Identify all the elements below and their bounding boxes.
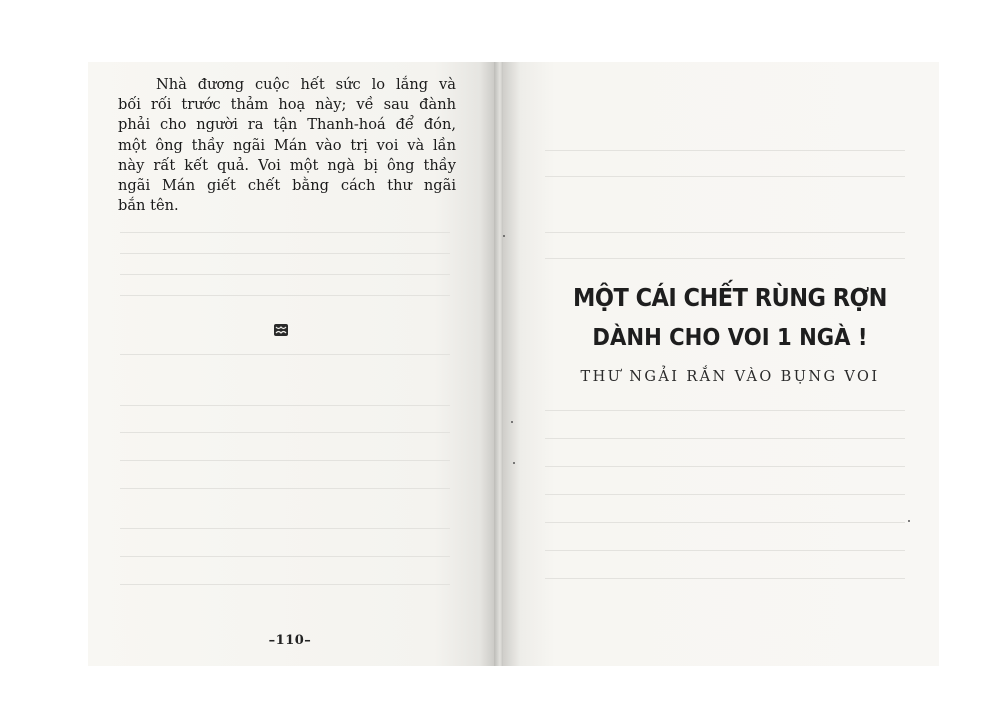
dust-speck <box>511 421 513 423</box>
chapter-title-line-1: MỘT CÁI CHẾT RÙNG RỢN <box>573 283 887 312</box>
paragraph-line: này rất kết quả. Voi một ngà bị ông thầy <box>118 156 456 174</box>
paragraph-line: phải cho người ra tận Thanh-hoá để đón, <box>118 116 456 134</box>
paragraph-line: một ông thầy ngãi Mán vào trị voi và lần <box>118 136 456 154</box>
dust-speck <box>908 520 910 522</box>
paragraph-line: Nhà đương cuộc hết sức lo lắng và <box>156 76 456 93</box>
chapter-title-line-2: DÀNH CHO VOI 1 NGÀ ! <box>592 325 868 351</box>
paragraph-line: ngãi Mán giết chết bằng cách thư ngãi <box>118 177 456 195</box>
dust-speck <box>513 462 515 464</box>
page-number: –110– <box>268 633 312 648</box>
right-page <box>503 62 939 666</box>
chapter-subtitle: THƯ NGẢI RẮN VÀO BỤNG VOI <box>580 369 880 385</box>
paragraph-line: bối rối trước thảm hoạ này; về sau đành <box>118 96 456 114</box>
paragraph <box>118 75 456 216</box>
paragraph-line: bắn tên. <box>118 197 179 215</box>
dust-speck <box>503 235 505 237</box>
ornament-icon <box>273 323 289 337</box>
